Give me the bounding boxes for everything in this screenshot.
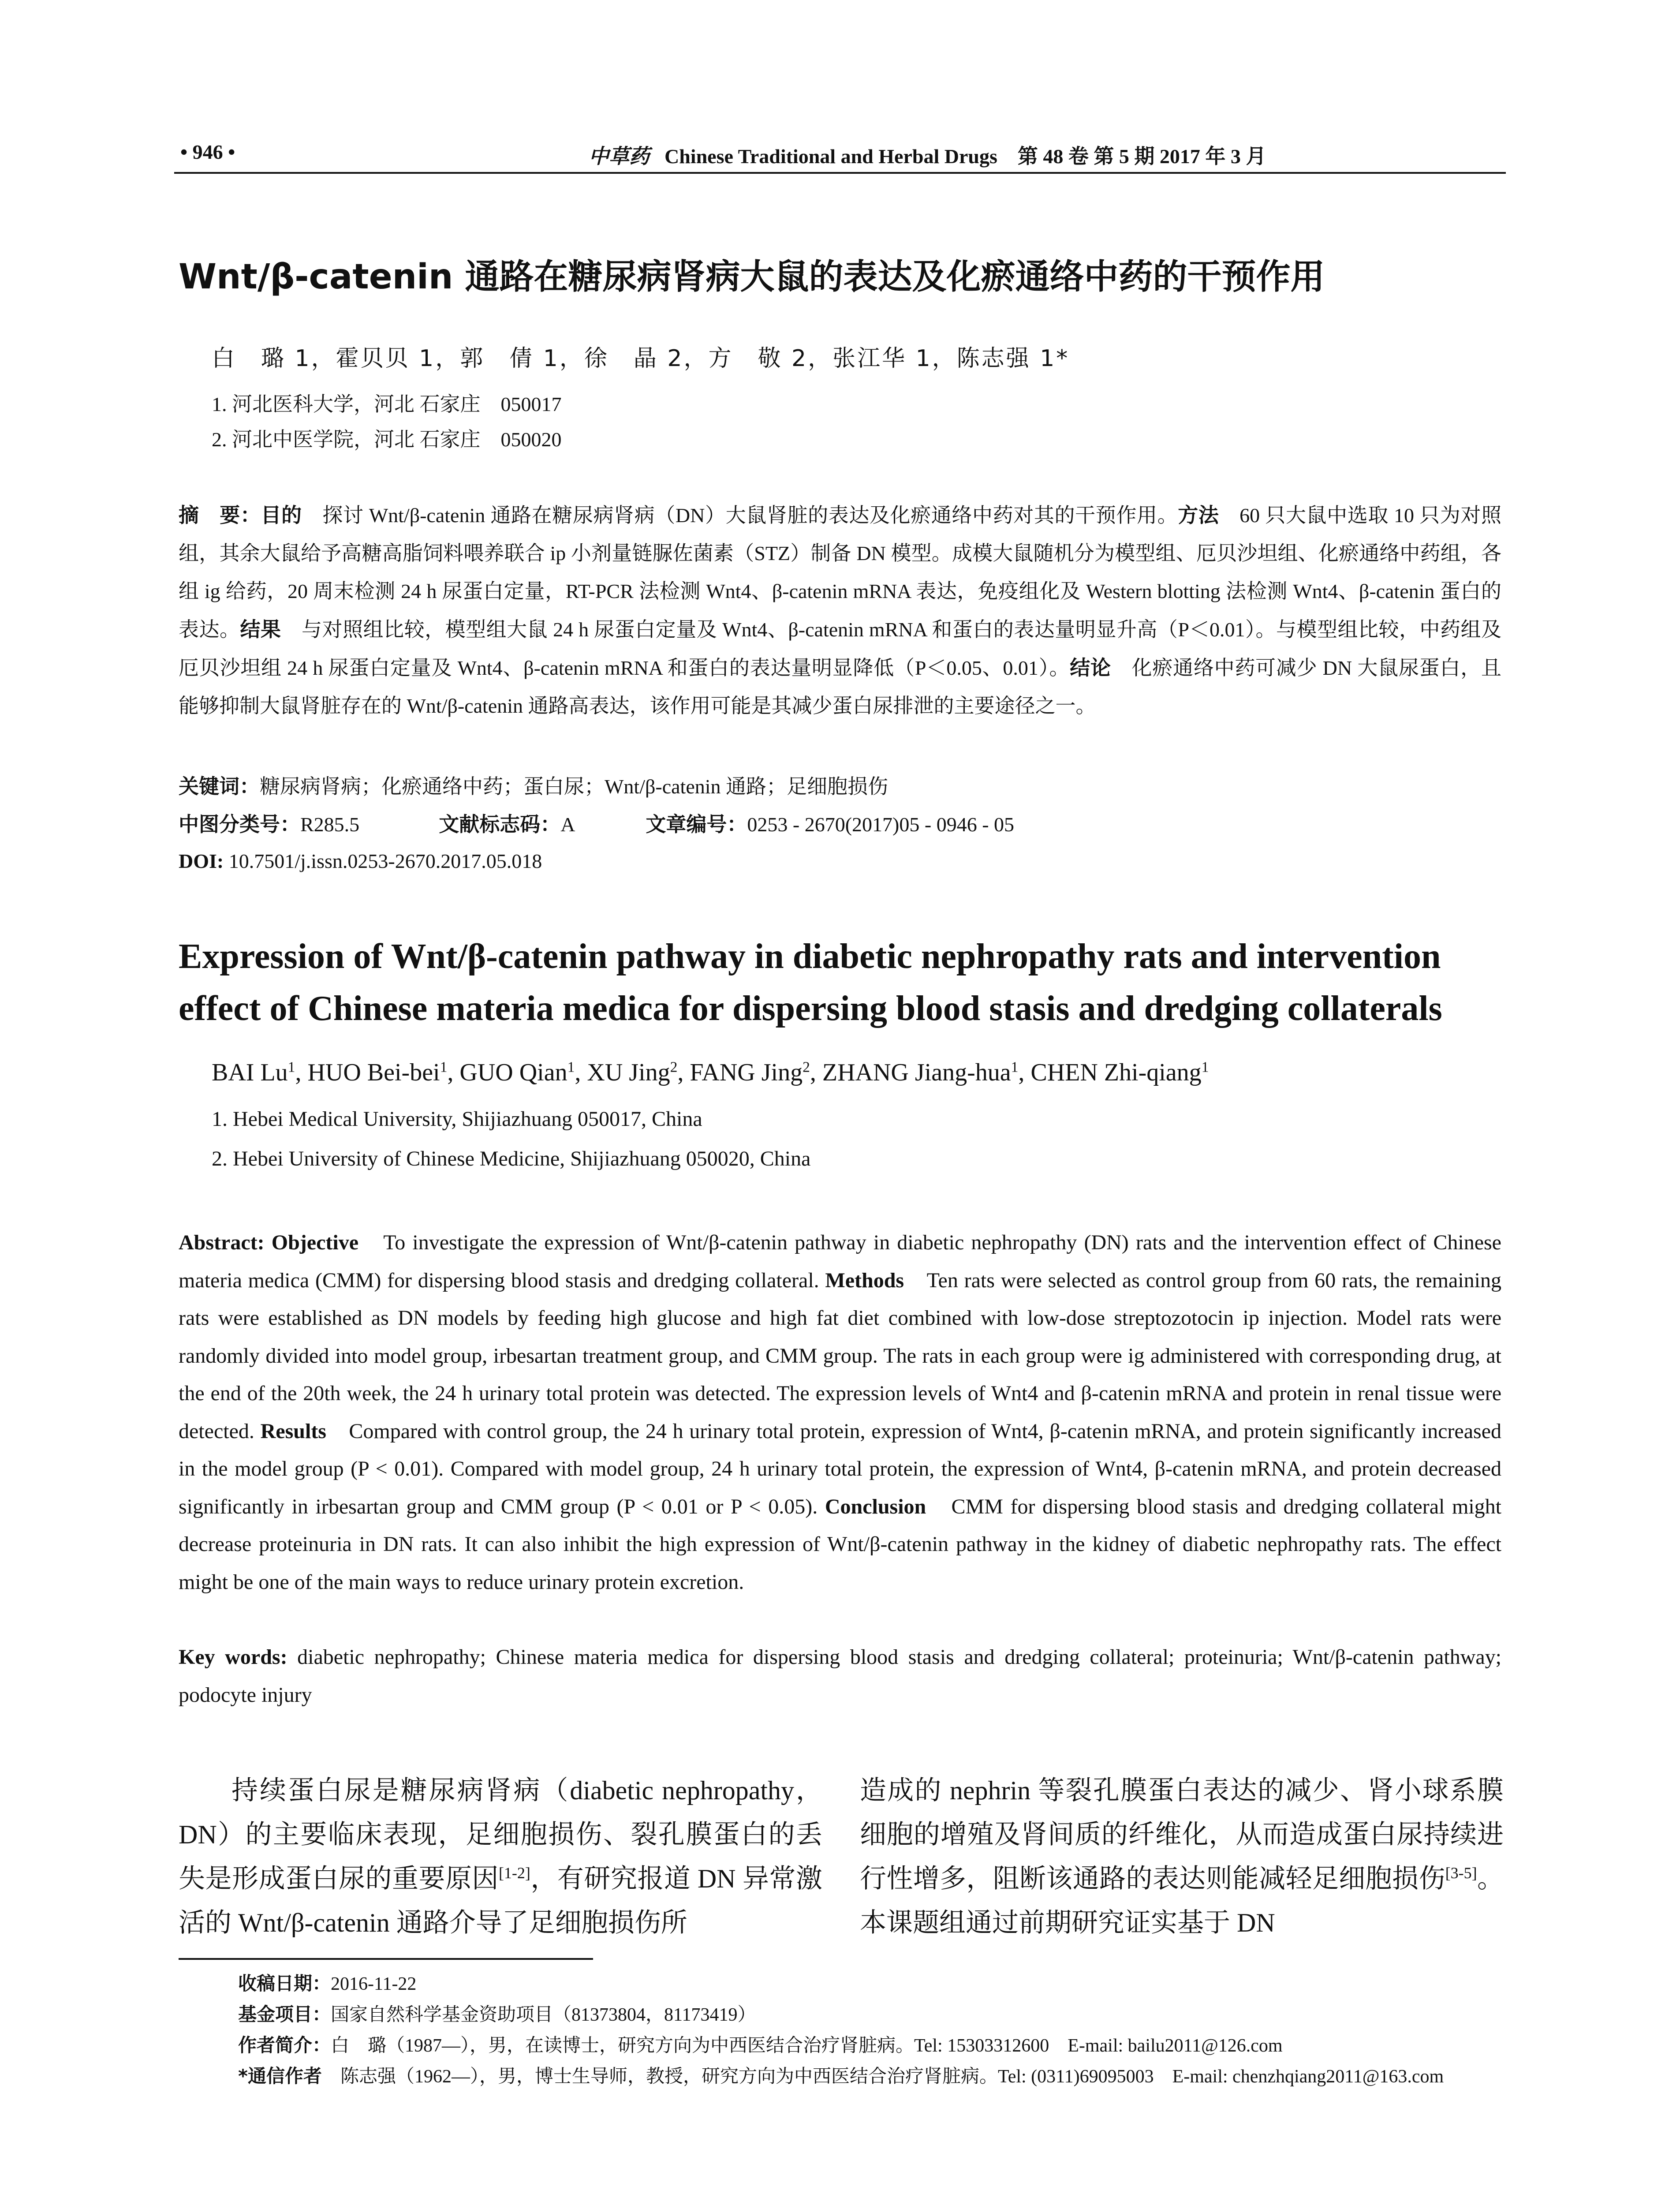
footnote-fund [238,2000,756,2026]
conclusion-label: 结论 [1070,656,1111,680]
clc-value: R285.5 [300,813,360,836]
body-column-right [860,1768,1504,1945]
author-label: 作者简介： [238,2034,331,2056]
footnote-corresponding [238,2062,1444,2088]
received-label: 收稿日期： [238,1973,331,1994]
body-right-text-a: 造成的 nephrin 等裂孔膜蛋白表达的减少、肾小球系膜细胞的增殖及肾间质的纤维化，从而造成蛋白尿持续进行性增多，阻断该通路的表达则能减轻足细胞损伤 [860,1776,1504,1893]
footnote-author [238,2031,1283,2057]
footnote-divider [179,1958,593,1960]
doi-label: DOI: [179,850,224,872]
body-column-left [179,1768,822,1945]
chinese-keywords [179,767,1501,806]
classification-line [179,805,1501,844]
body-left-text-a: 持续蛋白尿是糖尿病肾病（diabetic nephropathy，DN）的主要临床表现，足细胞损伤、裂孔膜蛋白的丢失是形成蛋白尿的重要原因 [179,1776,822,1893]
english-keywords [179,1638,1501,1714]
english-affiliation-2: 2. Hebei University of Chinese Medicine, Shijiazhuang 050020, China [212,1147,811,1170]
doccode-value: A [560,813,575,836]
methods-label: 方法 [1178,503,1219,527]
body-right-text-b: 。本课题组通过前期研究证实基于 DN [860,1864,1504,1937]
journal-citation: Chinese Traditional and Herbal Drugs 第 48 卷 第 5 期 2017 年 3 月 [665,145,1266,168]
body-left-text-b: ，有研究报道 DN 异常激活的 Wnt/β-catenin 通路介导了足细胞损伤所 [179,1864,822,1937]
en-methods-text: Ten rats were selected as control group from 60 rats, the remaining rats were established as DN models by feeding high glucose and high fat diet combined with low-dose streptozotocin ip injection. Model rats were randomly divided into model group, irbesartan treatment group, and CMM group. The rats in each group were ig administered with corresponding drug, at the end of the 20th week, the 24 h urinary total protein was detected. The expression levels of Wnt4 and β-catenin mRNA and protein in renal tissue were detected. [179,1268,1501,1443]
articleno-value: 0253 - 2670(2017)05 - 0946 - 05 [747,813,1015,836]
citation-ref: [1-2] [498,1864,530,1882]
en-conclusion-text: CMM for dispersing blood stasis and dredging collateral might decrease proteinuria in DN rats. It can also inhibit the high expression of Wnt/β-catenin pathway in the kidney of diabetic nephropathy rats. The effect might be one of the main ways to reduce urinary protein excretion. [179,1495,1501,1594]
objective-text: 探讨 Wnt/β-catenin 通路在糖尿病肾病（DN）大鼠肾脏的表达及化瘀通络中药对其的干预作用。 [302,504,1178,527]
english-abstract [179,1224,1501,1601]
chinese-title: Wnt/β-catenin 通路在糖尿病肾病大鼠的表达及化瘀通络中药的干预作用 [179,257,1325,297]
en-objective-text: To investigate the expression of Wnt/β-catenin pathway in diabetic nephropathy (DN) rats and the intervention effect of Chinese materia medica (CMM) for dispersing blood stasis and dredging collateral. [179,1231,1501,1292]
en-results-label: Results [260,1419,326,1443]
doccode-label: 文献标志码： [439,812,561,836]
en-keywords-label: Key words: [179,1645,287,1669]
chinese-abstract [179,496,1501,725]
chinese-affiliation-2: 2. 河北中医学院，河北 石家庄 050020 [212,428,562,451]
objective-label: 目的 [261,503,302,527]
chinese-authors: 白 璐 1，霍贝贝 1，郭 倩 1，徐 晶 2，方 敬 2，张江华 1，陈志强 1* [212,345,1070,372]
articleno-label: 文章编号： [646,812,747,836]
footnote-received [238,1969,416,1996]
fund-text: 国家自然科学基金资助项目（81373804，81173419） [331,2005,756,2025]
methods-text: 60 只大鼠中选取 10 只为对照组，其余大鼠给予高糖高脂饲料喂养联合 ip 小剂量链脲佐菌素（STZ）制备 DN 模型。成模大鼠随机分为模型组、厄贝沙坦组、化瘀通络中药组，各组 ig 给药，20 周末检测 24 h 尿蛋白定量，RT-PCR 法检测 Wnt4、β-catenin mRNA 表达，免疫组化及 Western blotting 法检测 Wnt4、β-catenin 蛋白的表达。 [179,504,1502,641]
keywords-text: 糖尿病肾病；化瘀通络中药；蛋白尿；Wnt/β-catenin 通路；足细胞损伤 [260,775,889,798]
doi-line [179,842,1501,880]
fund-label: 基金项目： [238,2003,331,2025]
en-conclusion-label: Conclusion [825,1495,926,1518]
clc-label: 中图分类号： [179,812,300,836]
chinese-affiliation-1: 1. 河北医科大学，河北 石家庄 050017 [212,393,562,415]
corr-label: *通信作者 [238,2065,322,2087]
en-keywords-text: diabetic nephropathy; Chinese materia medica for dispersing blood stasis and dredging collateral; proteinuria; Wnt/β-catenin pathway; podocyte injury [179,1645,1502,1707]
english-affiliation-1: 1. Hebei Medical University, Shijiazhuang 050017, China [212,1107,702,1131]
journal-info [589,140,1266,169]
results-text: 与对照组比较，模型组大鼠 24 h 尿蛋白定量及 Wnt4、β-catenin mRNA 和蛋白的表达量明显升高（P＜0.01）。与模型组比较，中药组及厄贝沙坦组 24 h 尿蛋白定量及 Wnt4、β-catenin mRNA 和蛋白的表达量明显降低（P＜0.05、0.01）。 [179,618,1502,679]
english-title: Expression of Wnt/β-catenin pathway in diabetic nephropathy rats and intervention effect of Chinese materia medica for dispersing blood stasis and dredging collaterals [179,937,1442,1028]
author-text: 白 璐（1987—），男，在读博士，研究方向为中西医结合治疗肾脏病。Tel: 15303312600 E-mail: bailu2011@126.com [331,2036,1283,2056]
journal-logo: 中草药 [589,144,650,168]
keywords-label: 关键词： [179,774,260,798]
abstract-label: 摘 要： [179,503,261,527]
corr-text: 陈志强（1962—），男，博士生导师，教授，研究方向为中西医结合治疗肾脏病。Tel: (0311)69095003 E-mail: chenzhqiang2011@163.com [321,2067,1444,2087]
en-methods-label: Methods [825,1268,904,1292]
english-authors: BAI Lu$^1$, HUO Bei-bei$^1$, GUO Qian$^1$, XU Jing$^2$, FANG Jing$^2$, ZHANG Jiang-hua$^1$, CHEN Zhi-qiang$^1$ [212,1059,1209,1086]
citation-ref: [3-5] [1445,1864,1477,1882]
page-number: • 946 • [180,141,235,163]
doi-value: 10.7501/j.issn.0253-2670.2017.05.018 [224,850,542,872]
received-date: 2016-11-22 [331,1974,417,1994]
running-header [174,137,1506,174]
conclusion-text: 化瘀通络中药可减少 DN 大鼠尿蛋白，且能够抑制大鼠肾脏存在的 Wnt/β-catenin 通路高表达，该作用可能是其减少蛋白尿排泄的主要途径之一。 [179,657,1501,717]
en-results-text: Compared with control group, the 24 h urinary total protein, expression of Wnt4, β-catenin mRNA, and protein significantly increased in the model group (P < 0.01). Compared with model group, 24 h urinary total protein, the expression of Wnt4, β-catenin mRNA, and protein decreased significantly in irbesartan group and CMM group (P < 0.01 or P < 0.05). [179,1419,1502,1518]
results-label: 结果 [240,617,281,641]
en-abstract-label: Abstract: Objective [179,1231,358,1254]
